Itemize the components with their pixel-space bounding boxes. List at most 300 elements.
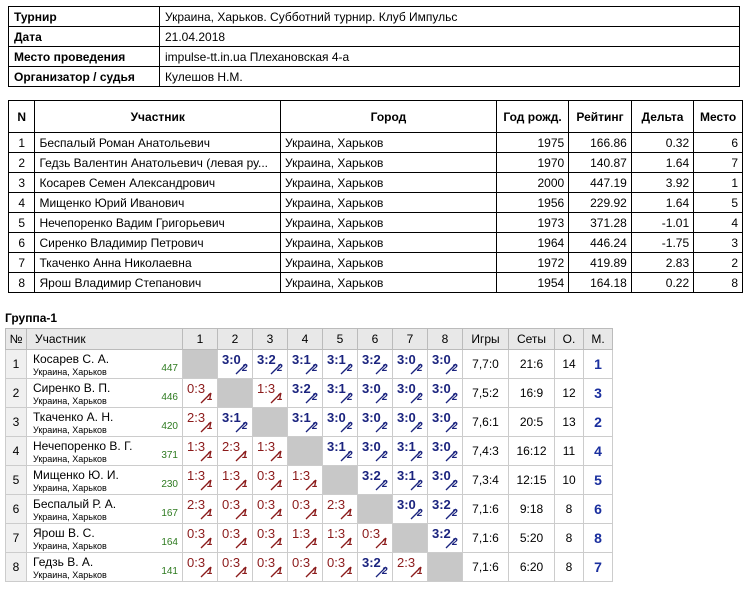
group-row-no: 1 bbox=[6, 350, 27, 379]
match-score: 3:2 bbox=[292, 381, 311, 396]
player-city: Украина, Харьков bbox=[33, 483, 107, 493]
info-label: Место проведения bbox=[9, 47, 160, 67]
match-result bbox=[393, 495, 427, 523]
group-place: 1 bbox=[584, 350, 613, 379]
info-label: Организатор / судья bbox=[9, 67, 160, 87]
match-points: 1 bbox=[242, 508, 248, 519]
participant-cell: 5 bbox=[9, 213, 35, 233]
match-points: 2 bbox=[417, 392, 423, 403]
participant-cell: 446.24 bbox=[569, 233, 632, 253]
match-points: 1 bbox=[277, 537, 283, 548]
match-score: 3:0 bbox=[397, 410, 416, 425]
match-result bbox=[428, 437, 462, 465]
group-sets: 12:15 bbox=[509, 466, 555, 495]
player-name: Мищенко Ю. И. bbox=[33, 468, 119, 482]
match-result-cell bbox=[183, 495, 218, 524]
participants-header: Дельта bbox=[631, 101, 693, 133]
match-points: 1 bbox=[242, 537, 248, 548]
participant-cell: 0.22 bbox=[631, 273, 693, 293]
participant-cell: -1.01 bbox=[631, 213, 693, 233]
participant-row bbox=[9, 233, 743, 253]
participant-cell: Украина, Харьков bbox=[281, 273, 497, 293]
match-score: 3:2 bbox=[362, 555, 381, 570]
group-row bbox=[6, 524, 613, 553]
group-row bbox=[6, 437, 613, 466]
match-score: 1:3 bbox=[222, 468, 241, 483]
match-points: 2 bbox=[417, 421, 423, 432]
match-result-cell bbox=[253, 524, 288, 553]
self-match-cell bbox=[183, 350, 218, 379]
tournament-info-table bbox=[8, 6, 740, 87]
group-header-no: № bbox=[6, 329, 27, 350]
participant-cell: Нечепоренко Вадим Григорьевич bbox=[35, 213, 281, 233]
player-city: Украина, Харьков bbox=[33, 396, 107, 406]
match-result bbox=[183, 408, 217, 436]
participant-cell: Украина, Харьков bbox=[281, 213, 497, 233]
info-row bbox=[9, 47, 740, 67]
info-label: Турнир bbox=[9, 7, 160, 27]
group-header-opponent: 3 bbox=[253, 329, 288, 350]
participant-cell: 1964 bbox=[496, 233, 568, 253]
participant-cell: Украина, Харьков bbox=[281, 173, 497, 193]
match-points: 2 bbox=[452, 421, 458, 432]
match-score: 1:3 bbox=[187, 468, 206, 483]
participant-cell: 1973 bbox=[496, 213, 568, 233]
match-result-cell bbox=[183, 379, 218, 408]
group-games: 7,6:1 bbox=[463, 408, 509, 437]
participant-cell: 3 bbox=[694, 233, 743, 253]
match-result-cell bbox=[393, 379, 428, 408]
match-score: 1:3 bbox=[292, 526, 311, 541]
match-score: 3:0 bbox=[222, 352, 241, 367]
match-score: 0:3 bbox=[292, 497, 311, 512]
match-points: 1 bbox=[277, 566, 283, 577]
match-points: 2 bbox=[312, 363, 318, 374]
match-score: 0:3 bbox=[187, 526, 206, 541]
group-row-no: 4 bbox=[6, 437, 27, 466]
player-name: Нечепоренко В. Г. bbox=[33, 439, 133, 453]
participant-row bbox=[9, 173, 743, 193]
participant-cell: 2 bbox=[9, 153, 35, 173]
participant-cell: Сиренко Владимир Петрович bbox=[35, 233, 281, 253]
match-score: 1:3 bbox=[187, 439, 206, 454]
match-points: 1 bbox=[312, 508, 318, 519]
match-result-cell bbox=[253, 379, 288, 408]
match-result bbox=[428, 524, 462, 552]
match-result-cell bbox=[323, 379, 358, 408]
match-points: 1 bbox=[242, 450, 248, 461]
participant-cell: Ярош Владимир Степанович bbox=[35, 273, 281, 293]
match-score: 2:3 bbox=[222, 439, 241, 454]
match-points: 2 bbox=[312, 421, 318, 432]
group-player-cell bbox=[27, 350, 183, 379]
participant-cell: 2000 bbox=[496, 173, 568, 193]
participant-row bbox=[9, 253, 743, 273]
group-player-cell bbox=[27, 379, 183, 408]
participants-header: Место bbox=[694, 101, 743, 133]
match-points: 1 bbox=[242, 479, 248, 490]
match-points: 2 bbox=[417, 363, 423, 374]
match-result-cell bbox=[288, 466, 323, 495]
match-result-cell bbox=[218, 350, 253, 379]
match-result-cell bbox=[393, 350, 428, 379]
group-header-opponent: 8 bbox=[428, 329, 463, 350]
match-score: 3:0 bbox=[432, 468, 451, 483]
group-sets: 5:20 bbox=[509, 524, 555, 553]
group-row bbox=[6, 466, 613, 495]
player-rating: 230 bbox=[161, 479, 178, 490]
group-header-opponent: 7 bbox=[393, 329, 428, 350]
participant-cell: 164.18 bbox=[569, 273, 632, 293]
match-result bbox=[393, 553, 427, 581]
match-result-cell bbox=[218, 524, 253, 553]
match-points: 2 bbox=[347, 392, 353, 403]
group-points: 10 bbox=[555, 466, 584, 495]
match-score: 0:3 bbox=[222, 497, 241, 512]
group-row bbox=[6, 553, 613, 582]
match-points: 1 bbox=[207, 450, 213, 461]
group-games: 7,1:6 bbox=[463, 524, 509, 553]
participant-cell: 1954 bbox=[496, 273, 568, 293]
group-sets: 20:5 bbox=[509, 408, 555, 437]
player-city: Украина, Харьков bbox=[33, 570, 107, 580]
group-games: 7,7:0 bbox=[463, 350, 509, 379]
match-score: 3:2 bbox=[362, 352, 381, 367]
group-row bbox=[6, 495, 613, 524]
match-result-cell bbox=[358, 553, 393, 582]
match-points: 2 bbox=[417, 508, 423, 519]
player-city: Украина, Харьков bbox=[33, 454, 107, 464]
match-result-cell bbox=[288, 524, 323, 553]
match-result bbox=[218, 495, 252, 523]
match-result-cell bbox=[358, 350, 393, 379]
match-result-cell bbox=[253, 437, 288, 466]
match-result bbox=[323, 408, 357, 436]
match-score: 3:1 bbox=[292, 352, 311, 367]
match-result bbox=[183, 553, 217, 581]
player-rating: 141 bbox=[161, 566, 178, 577]
match-result bbox=[183, 524, 217, 552]
group-player-cell bbox=[27, 553, 183, 582]
group-title: Группа-1 bbox=[5, 311, 58, 325]
group-games: 7,3:4 bbox=[463, 466, 509, 495]
player-rating: 164 bbox=[161, 537, 178, 548]
match-points: 1 bbox=[207, 421, 213, 432]
participants-header: N bbox=[9, 101, 35, 133]
match-result bbox=[428, 350, 462, 378]
match-result-cell bbox=[393, 437, 428, 466]
match-result bbox=[323, 379, 357, 407]
match-result-cell bbox=[393, 495, 428, 524]
group-games: 7,1:6 bbox=[463, 495, 509, 524]
group-points: 8 bbox=[555, 495, 584, 524]
group-sets: 21:6 bbox=[509, 350, 555, 379]
self-match-cell bbox=[393, 524, 428, 553]
match-result bbox=[253, 379, 287, 407]
participant-cell: -1.75 bbox=[631, 233, 693, 253]
match-result bbox=[218, 553, 252, 581]
participant-cell: 1972 bbox=[496, 253, 568, 273]
match-result-cell bbox=[428, 524, 463, 553]
match-result bbox=[253, 495, 287, 523]
match-result bbox=[183, 495, 217, 523]
match-result-cell bbox=[428, 495, 463, 524]
self-match-cell bbox=[428, 553, 463, 582]
participant-cell: 419.89 bbox=[569, 253, 632, 273]
participant-row bbox=[9, 193, 743, 213]
participants-header: Год рожд. bbox=[496, 101, 568, 133]
participants-table bbox=[8, 100, 743, 293]
match-points: 2 bbox=[347, 363, 353, 374]
match-result-cell bbox=[323, 408, 358, 437]
match-result bbox=[323, 495, 357, 523]
participant-row bbox=[9, 153, 743, 173]
match-result bbox=[428, 379, 462, 407]
group-points: 11 bbox=[555, 437, 584, 466]
participants-header: Город bbox=[281, 101, 497, 133]
match-result bbox=[253, 350, 287, 378]
match-result-cell bbox=[393, 466, 428, 495]
player-rating: 447 bbox=[161, 363, 178, 374]
group-header-points: О. bbox=[555, 329, 584, 350]
player-name: Сиренко В. П. bbox=[33, 381, 111, 395]
info-value: impulse-tt.in.ua Плехановская 4-а bbox=[160, 47, 740, 67]
participant-cell: 1956 bbox=[496, 193, 568, 213]
match-result bbox=[358, 553, 392, 581]
match-result-cell bbox=[428, 350, 463, 379]
match-score: 3:1 bbox=[327, 352, 346, 367]
match-result bbox=[358, 350, 392, 378]
match-result bbox=[253, 524, 287, 552]
group-sets: 6:20 bbox=[509, 553, 555, 582]
group-points: 12 bbox=[555, 379, 584, 408]
match-score: 3:0 bbox=[432, 439, 451, 454]
participant-cell: 4 bbox=[694, 213, 743, 233]
match-result-cell bbox=[323, 350, 358, 379]
group-row bbox=[6, 379, 613, 408]
group-place: 6 bbox=[584, 495, 613, 524]
player-name: Косарев С. А. bbox=[33, 352, 110, 366]
match-result bbox=[218, 350, 252, 378]
match-score: 1:3 bbox=[292, 468, 311, 483]
player-name: Ярош В. С. bbox=[33, 526, 95, 540]
match-result-cell bbox=[218, 437, 253, 466]
participant-cell: Беспалый Роман Анатольевич bbox=[35, 133, 281, 153]
participant-cell: 2.83 bbox=[631, 253, 693, 273]
group-header-player: Участник bbox=[27, 329, 183, 350]
match-score: 0:3 bbox=[222, 555, 241, 570]
match-result bbox=[323, 350, 357, 378]
info-label: Дата bbox=[9, 27, 160, 47]
match-result bbox=[358, 379, 392, 407]
match-points: 1 bbox=[207, 392, 213, 403]
match-result bbox=[183, 466, 217, 494]
match-result bbox=[323, 524, 357, 552]
participant-cell: 3.92 bbox=[631, 173, 693, 193]
match-score: 3:1 bbox=[222, 410, 241, 425]
participant-cell: Украина, Харьков bbox=[281, 253, 497, 273]
info-row bbox=[9, 67, 740, 87]
match-score: 1:3 bbox=[257, 381, 276, 396]
participant-cell: 8 bbox=[9, 273, 35, 293]
participant-cell: 0.32 bbox=[631, 133, 693, 153]
match-result-cell bbox=[288, 408, 323, 437]
match-result-cell bbox=[358, 524, 393, 553]
group-header-games: Игры bbox=[463, 329, 509, 350]
group-player-cell bbox=[27, 524, 183, 553]
participant-cell: Гедзь Валентин Анатольевич (левая ру... bbox=[35, 153, 281, 173]
match-score: 0:3 bbox=[257, 497, 276, 512]
match-score: 0:3 bbox=[257, 555, 276, 570]
participant-row bbox=[9, 273, 743, 293]
participant-cell: 447.19 bbox=[569, 173, 632, 193]
match-result-cell bbox=[358, 466, 393, 495]
group-games: 7,1:6 bbox=[463, 553, 509, 582]
group-player-cell bbox=[27, 495, 183, 524]
participant-cell: Украина, Харьков bbox=[281, 133, 497, 153]
participant-cell: Украина, Харьков bbox=[281, 233, 497, 253]
match-points: 1 bbox=[277, 508, 283, 519]
participant-row bbox=[9, 133, 743, 153]
group-row-no: 7 bbox=[6, 524, 27, 553]
match-result-cell bbox=[183, 553, 218, 582]
match-score: 3:1 bbox=[327, 439, 346, 454]
player-city: Украина, Харьков bbox=[33, 541, 107, 551]
match-score: 3:0 bbox=[397, 352, 416, 367]
group-header-place: М. bbox=[584, 329, 613, 350]
participant-cell: Украина, Харьков bbox=[281, 193, 497, 213]
match-points: 1 bbox=[312, 479, 318, 490]
match-points: 2 bbox=[347, 421, 353, 432]
match-points: 2 bbox=[452, 450, 458, 461]
match-result-cell bbox=[358, 408, 393, 437]
group-games: 7,4:3 bbox=[463, 437, 509, 466]
player-city: Украина, Харьков bbox=[33, 367, 107, 377]
participants-header: Участник bbox=[35, 101, 281, 133]
group-player-cell bbox=[27, 437, 183, 466]
match-result-cell bbox=[218, 553, 253, 582]
match-result-cell bbox=[183, 524, 218, 553]
group-games: 7,5:2 bbox=[463, 379, 509, 408]
match-score: 2:3 bbox=[187, 497, 206, 512]
group-row-no: 8 bbox=[6, 553, 27, 582]
match-points: 2 bbox=[382, 363, 388, 374]
match-score: 3:0 bbox=[432, 410, 451, 425]
match-result bbox=[253, 466, 287, 494]
match-score: 3:0 bbox=[397, 497, 416, 512]
match-points: 2 bbox=[242, 363, 248, 374]
match-points: 1 bbox=[382, 537, 388, 548]
group-header-opponent: 5 bbox=[323, 329, 358, 350]
match-points: 1 bbox=[417, 566, 423, 577]
self-match-cell bbox=[323, 466, 358, 495]
match-result-cell bbox=[183, 466, 218, 495]
match-result-cell bbox=[218, 495, 253, 524]
match-score: 3:2 bbox=[432, 526, 451, 541]
match-result-cell bbox=[393, 553, 428, 582]
match-points: 1 bbox=[312, 566, 318, 577]
match-score: 3:0 bbox=[362, 410, 381, 425]
player-name: Гедзь В. А. bbox=[33, 555, 94, 569]
player-city: Украина, Харьков bbox=[33, 425, 107, 435]
match-score: 3:0 bbox=[362, 439, 381, 454]
match-score: 3:0 bbox=[432, 352, 451, 367]
participant-cell: Косарев Семен Александрович bbox=[35, 173, 281, 193]
participant-cell: 166.86 bbox=[569, 133, 632, 153]
match-result bbox=[323, 437, 357, 465]
match-score: 3:1 bbox=[292, 410, 311, 425]
match-result-cell bbox=[288, 379, 323, 408]
player-rating: 371 bbox=[161, 450, 178, 461]
group-place: 8 bbox=[584, 524, 613, 553]
match-result bbox=[183, 437, 217, 465]
match-score: 2:3 bbox=[327, 497, 346, 512]
participant-cell: 8 bbox=[694, 273, 743, 293]
player-rating: 420 bbox=[161, 421, 178, 432]
match-score: 0:3 bbox=[292, 555, 311, 570]
participant-cell: 140.87 bbox=[569, 153, 632, 173]
participant-cell: 1970 bbox=[496, 153, 568, 173]
participant-cell: 1 bbox=[694, 173, 743, 193]
match-result-cell bbox=[253, 553, 288, 582]
match-points: 2 bbox=[452, 479, 458, 490]
participant-cell: 6 bbox=[9, 233, 35, 253]
match-points: 1 bbox=[277, 479, 283, 490]
match-result-cell bbox=[428, 466, 463, 495]
self-match-cell bbox=[253, 408, 288, 437]
match-result-cell bbox=[183, 408, 218, 437]
participant-cell: 1.64 bbox=[631, 193, 693, 213]
group-points: 13 bbox=[555, 408, 584, 437]
match-result bbox=[428, 466, 462, 494]
match-points: 1 bbox=[242, 566, 248, 577]
match-result-cell bbox=[323, 524, 358, 553]
group-header-opponent: 1 bbox=[183, 329, 218, 350]
group-place: 7 bbox=[584, 553, 613, 582]
match-result-cell bbox=[323, 437, 358, 466]
match-score: 1:3 bbox=[327, 526, 346, 541]
match-score: 0:3 bbox=[257, 526, 276, 541]
participant-cell: Мищенко Юрий Иванович bbox=[35, 193, 281, 213]
group-header-opponent: 2 bbox=[218, 329, 253, 350]
group-header-opponent: 6 bbox=[358, 329, 393, 350]
match-result-cell bbox=[288, 553, 323, 582]
match-points: 2 bbox=[382, 421, 388, 432]
info-value: Украина, Харьков. Субботний турнир. Клуб Импульс bbox=[160, 7, 740, 27]
player-name: Беспалый Р. А. bbox=[33, 497, 117, 511]
match-points: 2 bbox=[382, 450, 388, 461]
participant-cell: 4 bbox=[9, 193, 35, 213]
match-score: 0:3 bbox=[187, 555, 206, 570]
group-place: 5 bbox=[584, 466, 613, 495]
group-player-cell bbox=[27, 466, 183, 495]
match-result bbox=[218, 408, 252, 436]
match-score: 3:1 bbox=[327, 381, 346, 396]
group-place: 4 bbox=[584, 437, 613, 466]
match-result bbox=[288, 553, 322, 581]
match-result-cell bbox=[358, 379, 393, 408]
group-row bbox=[6, 408, 613, 437]
match-points: 1 bbox=[207, 537, 213, 548]
match-score: 0:3 bbox=[187, 381, 206, 396]
match-result bbox=[393, 437, 427, 465]
group-place: 2 bbox=[584, 408, 613, 437]
group-points: 8 bbox=[555, 553, 584, 582]
match-score: 3:2 bbox=[257, 352, 276, 367]
match-points: 2 bbox=[417, 450, 423, 461]
match-result bbox=[288, 408, 322, 436]
player-name: Ткаченко А. Н. bbox=[33, 410, 114, 424]
